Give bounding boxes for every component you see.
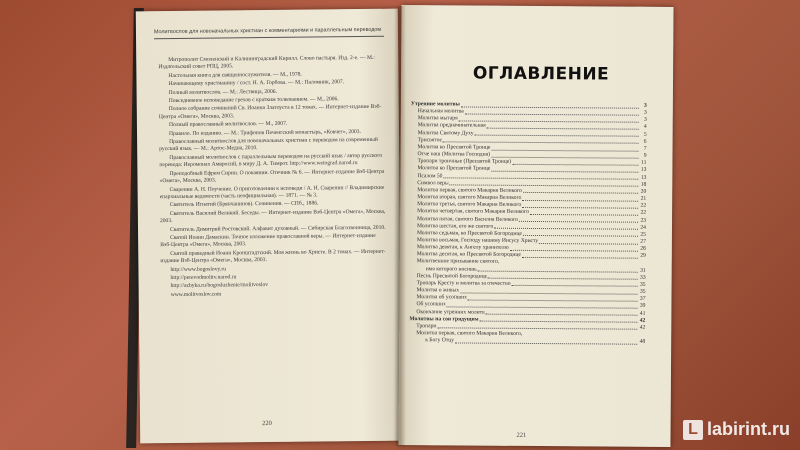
toc-entry-page: 7 xyxy=(643,145,647,152)
toc-dot-leader xyxy=(494,228,638,230)
bibliography-entry: Святитель Василий Великий. Беседы. — Интернет-издание Вэб-Центра «Омега», Москва, 2003. xyxy=(159,208,386,225)
bibliography-entry: Митрополит Смоленский и Калининградский Кирилл. Слово пастыря. Изд. 2-е. — М.: Издательский совет РПЦ, 2005. xyxy=(158,54,375,71)
running-head: Молитвослов для новоначальных христиан с комментариями и параллельным переводом xyxy=(153,26,382,36)
bibliography-entry: www.molitvoslov.com xyxy=(170,291,222,298)
bibliography-entry: Преподобный Ефрем Сирин. О покаянии. Отечник № 6. — Интернет-издание Вэб-Центра «Омега», Москва, 2003. xyxy=(159,168,385,185)
toc-entry-label: Молитва десятая, ко Пресвятой Богородице xyxy=(416,251,521,259)
toc-entry-page: 18 xyxy=(640,181,647,188)
running-head-rule xyxy=(154,36,384,39)
toc-dot-leader xyxy=(491,149,638,151)
toc-entry-label: Молитва мытаря xyxy=(417,115,458,122)
table-of-contents xyxy=(409,101,647,346)
bibliography-entry: Начинающему христианину / сост. Н. А. Горбова. — М.: Паломник, 2007. xyxy=(168,79,345,88)
toc-entry-page: 5 xyxy=(643,131,647,138)
toc-dot-leader xyxy=(522,207,638,209)
toc-entry-label: Молитва вторая, святого Макария Великого xyxy=(417,194,522,201)
toc-dot-leader xyxy=(491,171,638,173)
toc-entry-page: 42 xyxy=(639,324,646,331)
book-gutter xyxy=(394,6,406,446)
toc-dot-leader xyxy=(523,235,638,237)
bibliography-entry: http://www.bogoslovy.ru xyxy=(170,266,227,273)
watermark-text: labirint.ru xyxy=(706,419,790,439)
toc-entry-page: 48 xyxy=(639,338,646,345)
toc-dot-leader xyxy=(539,243,638,245)
toc-entry-label: Молитва о живых xyxy=(416,287,460,294)
toc-entry-page: 39 xyxy=(639,303,646,310)
toc-entry-page: 3 xyxy=(644,102,647,109)
toc-entry-label: Молитвы на сон грядущим xyxy=(409,315,479,323)
toc-title: ОГЛАВЛЕНИЕ xyxy=(472,63,610,85)
toc-entry-label: к Богу Отцу xyxy=(425,337,455,344)
toc-dot-leader xyxy=(488,278,638,280)
toc-entry-page: 3 xyxy=(643,117,647,124)
bibliography-entry: Святой праведный Иоанн Кронштадтский. Моя жизнь во Христе. В 2 томах. — Интернет-издание Вэб-Центра «Омега», Москва, 2003. xyxy=(160,248,386,265)
toc-entry-label: Молитва Святому Духу xyxy=(417,129,474,137)
toc-entry-page: 25 xyxy=(640,231,646,238)
toc-dot-leader xyxy=(487,128,639,130)
toc-entry-page: 33 xyxy=(640,274,646,281)
toc-entry-label: Окончание утренних молитв xyxy=(416,308,485,316)
toc-entry-label: Молитва девятая, к Ангелу хранителю xyxy=(416,244,509,251)
bibliography-entry: Святитель Димитрий Ростовский. Алфавит духовный. — Сибирская Благозвонница, 2010. xyxy=(170,224,386,233)
right-page xyxy=(398,5,673,447)
toc-entry-page: 35 xyxy=(639,288,646,295)
toc-dot-leader xyxy=(455,342,637,344)
toc-entry-label: Молитва шестая, его же святого xyxy=(416,222,494,230)
toc-entry-label: Молитва пятая, святого Василия Великого xyxy=(417,215,519,223)
bibliography-entry: Православный молитвослов для новоначальных христиан с переводом на современный русский язык. — М.: Артос-Медиа, 2010. xyxy=(159,136,378,153)
toc-entry-page: 9 xyxy=(643,152,647,159)
bibliography-entry: Православный молитвослов с параллельным переводом на русский язык / автор русского перевода: Иеромонах Амвросий, в миру Д. А. Тимрот. http://www.wetograd.narod.ru xyxy=(159,152,383,169)
toc-dot-leader xyxy=(522,199,638,201)
toc-entry-page: 13 xyxy=(640,167,647,174)
toc-entry-label: Символ веры xyxy=(417,179,449,187)
left-page xyxy=(136,9,403,444)
toc-dot-leader xyxy=(523,192,638,194)
toc-entry-label: Молитва ко Пресвятой Троице xyxy=(417,165,491,173)
toc-entry-label: имя которого носишь xyxy=(425,265,477,273)
toc-dot-leader xyxy=(530,214,638,216)
toc-dot-leader xyxy=(522,257,638,259)
bibliography-entry: Настольная книга для священнослужителя. — М., 1978. xyxy=(168,71,302,79)
toc-dot-leader xyxy=(486,314,638,316)
toc-entry-label: Тропари троичные (Пресвятой Троице) xyxy=(417,158,512,166)
toc-entry-page: 22 xyxy=(640,210,647,217)
toc-entry-page: 37 xyxy=(639,295,646,302)
toc-dot-leader xyxy=(512,164,638,166)
toc-entry-label: Тропари xyxy=(416,323,437,330)
toc-entry-page: 29 xyxy=(640,253,646,260)
toc-entry-page: 6 xyxy=(643,138,647,145)
bibliography-entry: Повседневное исповедание грехов с кратким толкованием. — М., 2006. xyxy=(168,96,339,105)
toc-entry-page: 27 xyxy=(640,238,646,245)
toc-entry-label: Трисвятое xyxy=(417,136,442,144)
toc-entry-page: 4 xyxy=(643,124,647,131)
toc-entry-label: Молитва первая, святого Макария Великого, xyxy=(416,330,523,337)
toc-entry-page: 13 xyxy=(640,174,647,181)
toc-entry-page: 3 xyxy=(643,109,647,116)
toc-entry-page: 11 xyxy=(641,159,647,167)
toc-entry-page: 22 xyxy=(640,202,647,209)
toc-entry-page: 28 xyxy=(640,245,646,252)
toc-entry-label: Молитва седьмая, ко Пресвятой Богородице xyxy=(416,229,522,237)
toc-dot-leader xyxy=(519,221,638,223)
bibliography-entry: Правило. По изданию. — М.: Трифонов Печенгский монастырь, «Ковчег», 2003. xyxy=(168,128,362,137)
toc-entry-label: Молитва восьмая, Господу нашему Иисусу Христу xyxy=(416,237,539,244)
toc-entry-label: Молитва предначинательная xyxy=(417,122,486,130)
toc-entry-label: Молитва первая, святого Макария Великого xyxy=(417,187,522,194)
toc-entry-label: Тропарь Кресту и молитва за отечество xyxy=(416,280,511,287)
toc-entry-page: 42 xyxy=(639,317,646,324)
bibliography-entry: http://perevodmolitv.narod.ru xyxy=(170,274,237,282)
toc-entry-label: Начальная молитва xyxy=(417,108,464,115)
toc-entry-page: 20 xyxy=(640,188,647,195)
toc-dot-leader xyxy=(510,250,638,252)
site-watermark xyxy=(683,419,790,440)
left-page-number: 220 xyxy=(262,419,272,428)
toc-entry-page: 41 xyxy=(639,310,646,317)
right-page-number: 221 xyxy=(516,431,527,439)
toc-entry-label: Отче наш (Молитва Господня) xyxy=(417,151,491,158)
toc-entry-label: Об усопших xyxy=(416,301,446,308)
toc-entry xyxy=(409,337,645,346)
toc-dot-leader xyxy=(491,156,638,158)
toc-entry-page: 21 xyxy=(640,195,647,202)
toc-entry-page: 24 xyxy=(640,224,647,231)
toc-entry-label: Утренние молитвы xyxy=(410,101,460,108)
toc-entry-label: Молитва ко Пресвятой Троице xyxy=(417,144,491,151)
toc-dot-leader xyxy=(512,285,638,287)
bibliography-entry: Сваренин А. Н. Поучение. О приготовлении к исповеди / А. Н. Сваренин // Владимирские епархиальные ведомости (часть неофициальная). — 1871. — № 3. xyxy=(159,184,385,201)
toc-entry-label: Песнь Пресвятой Богородице xyxy=(416,272,488,280)
labirint-logo-icon: L xyxy=(683,420,703,440)
bibliography-entry: Полный православный молитвослов. — М., 2007. xyxy=(168,121,288,129)
toc-entry-page: 31 xyxy=(640,267,646,274)
bibliography-entry: http://azbyka.ru/bogosluzhenie/molitvoslov xyxy=(170,282,269,290)
bibliography-entry: Святитель Игнатий (Брянчанинов). Сочинения. — СПб., 1886. xyxy=(169,200,319,209)
toc-entry-page: 35 xyxy=(639,281,646,288)
bibliography-entry: Святой Иоанн Дамаскин. Точное изложение православной веры. — Интернет-издание Вэб-Центра «Омега», Москва, 2003. xyxy=(160,232,376,249)
bibliography-list xyxy=(158,55,387,301)
toc-entry-label: Молитва третья, святого Макария Великого xyxy=(417,201,522,209)
toc-entry-label: Молитва четвертая, святого Макария Великого xyxy=(417,208,529,216)
bibliography-entry: Полное собрание сочинений Св. Иоанна Златоуста в 12 томах. — Интернет-издание Вэб-Центра «Омега», Москва, 2003. xyxy=(158,104,382,120)
toc-entry-label: Псалом 50 xyxy=(417,172,443,179)
bibliography-entry: Полный молитвослов. — М.: Лествица, 2006. xyxy=(168,88,277,96)
toc-entry-label: Молитва об усопших xyxy=(416,294,467,301)
toc-entry-label: Молитвенное призывание святого, xyxy=(416,258,500,266)
toc-entry-page: 23 xyxy=(640,217,647,224)
